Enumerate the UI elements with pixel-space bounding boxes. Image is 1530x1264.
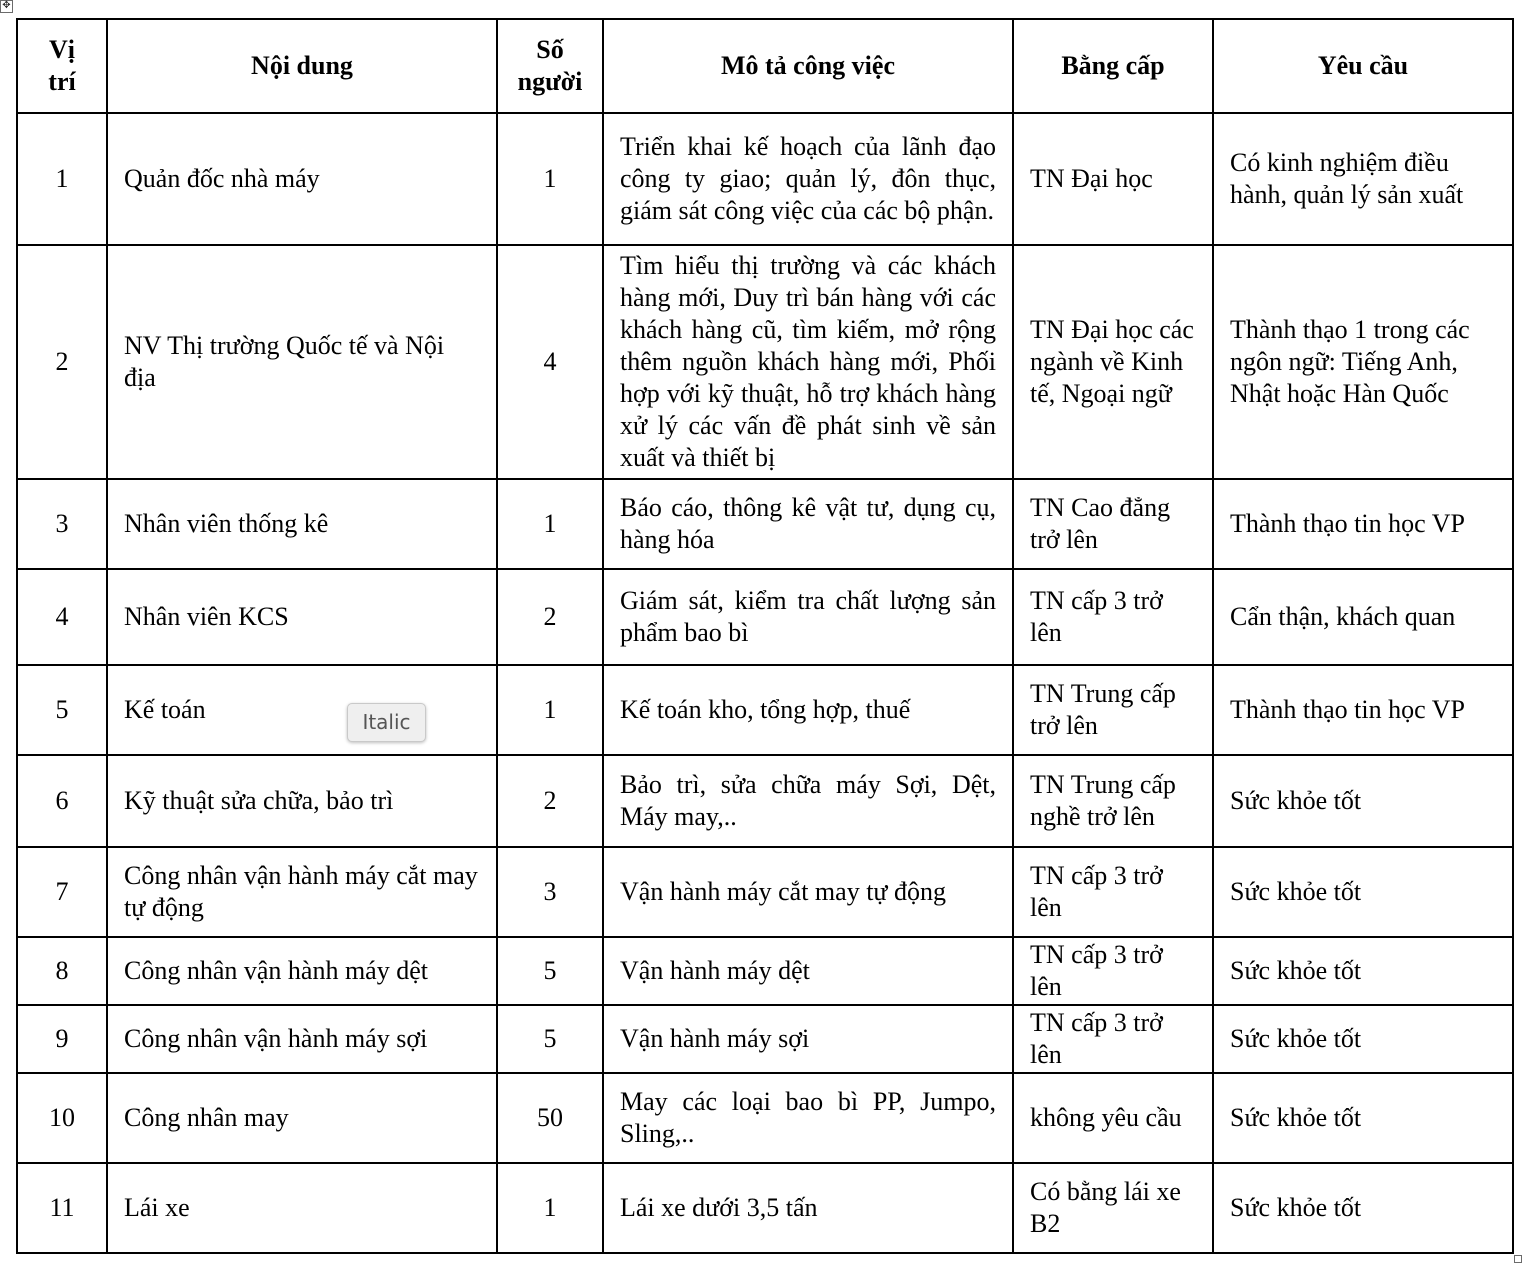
cell-so-nguoi[interactable]: 1 (497, 479, 603, 569)
cell-mo-ta[interactable]: Báo cáo, thông kê vật tư, dụng cụ, hàng hóa (603, 479, 1013, 569)
cell-noi-dung[interactable]: Kỹ thuật sửa chữa, bảo trì (107, 755, 497, 847)
table-row (17, 847, 1513, 937)
table-row (17, 245, 1513, 479)
header-bang-cap[interactable]: Bằng cấp (1013, 19, 1213, 113)
cell-mo-ta[interactable]: Lái xe dưới 3,5 tấn (603, 1163, 1013, 1253)
cell-mo-ta[interactable]: May các loại bao bì PP, Jumpo, Sling,.. (603, 1073, 1013, 1163)
cell-so-nguoi[interactable]: 2 (497, 569, 603, 665)
cell-vi-tri[interactable]: 2 (17, 245, 107, 479)
cell-bang-cap[interactable]: Có bằng lái xe B2 (1013, 1163, 1213, 1253)
cell-so-nguoi[interactable]: 1 (497, 113, 603, 245)
cell-mo-ta[interactable]: Tìm hiểu thị trường và các khách hàng mới, Duy trì bán hàng với các khách hàng cũ, tìm kiếm, mở rộng thêm nguồn khách hàng mới, Phối hợp với kỹ thuật, hỗ trợ khách hàng xử lý các vấn đề phát sinh về sản xuất và thiết bị (603, 245, 1013, 479)
cell-yeu-cau[interactable]: Có kinh nghiệm điều hành, quản lý sản xuất (1213, 113, 1513, 245)
cell-so-nguoi[interactable]: 1 (497, 1163, 603, 1253)
cell-yeu-cau[interactable]: Sức khỏe tốt (1213, 1005, 1513, 1073)
cell-vi-tri[interactable]: 9 (17, 1005, 107, 1073)
cell-vi-tri[interactable]: 3 (17, 479, 107, 569)
header-so-nguoi[interactable]: Số người (497, 19, 603, 113)
cell-bang-cap[interactable]: TN cấp 3 trở lên (1013, 569, 1213, 665)
table-row (17, 755, 1513, 847)
cell-noi-dung[interactable]: Công nhân vận hành máy cắt may tự động (107, 847, 497, 937)
cell-bang-cap[interactable]: TN Trung cấp trở lên (1013, 665, 1213, 755)
cell-mo-ta[interactable]: Vận hành máy dệt (603, 937, 1013, 1005)
cell-vi-tri[interactable]: 1 (17, 113, 107, 245)
table-row (17, 665, 1513, 755)
cell-bang-cap[interactable]: không yêu cầu (1013, 1073, 1213, 1163)
table-row (17, 1005, 1513, 1073)
cell-yeu-cau[interactable]: Sức khỏe tốt (1213, 755, 1513, 847)
cell-mo-ta[interactable]: Giám sát, kiểm tra chất lượng sản phẩm bao bì (603, 569, 1013, 665)
table-row (17, 1163, 1513, 1253)
cell-noi-dung[interactable]: Nhân viên KCS (107, 569, 497, 665)
cell-noi-dung[interactable]: Quản đốc nhà máy (107, 113, 497, 245)
cell-yeu-cau[interactable]: Thành thạo tin học VP (1213, 665, 1513, 755)
table-row (17, 937, 1513, 1005)
table-row (17, 479, 1513, 569)
cell-noi-dung[interactable]: Nhân viên thống kê (107, 479, 497, 569)
cell-so-nguoi[interactable]: 5 (497, 937, 603, 1005)
cell-noi-dung[interactable]: Lái xe (107, 1163, 497, 1253)
cell-yeu-cau[interactable]: Sức khỏe tốt (1213, 847, 1513, 937)
cell-yeu-cau[interactable]: Cẩn thận, khách quan (1213, 569, 1513, 665)
table-row (17, 1073, 1513, 1163)
table-move-handle-icon[interactable]: ✥ (0, 0, 13, 13)
cell-noi-dung[interactable]: Công nhân vận hành máy sợi (107, 1005, 497, 1073)
cell-bang-cap[interactable]: TN Đại học (1013, 113, 1213, 245)
cell-bang-cap[interactable]: TN Đại học các ngành về Kinh tế, Ngoại ngữ (1013, 245, 1213, 479)
cell-bang-cap[interactable]: TN Trung cấp nghề trở lên (1013, 755, 1213, 847)
cell-vi-tri[interactable]: 10 (17, 1073, 107, 1163)
cell-mo-ta[interactable]: Bảo trì, sửa chữa máy Sợi, Dệt, Máy may,.. (603, 755, 1013, 847)
cell-noi-dung[interactable]: Công nhân vận hành máy dệt (107, 937, 497, 1005)
cell-vi-tri[interactable]: 4 (17, 569, 107, 665)
cell-mo-ta[interactable]: Kế toán kho, tổng hợp, thuế (603, 665, 1013, 755)
cell-bang-cap[interactable]: TN cấp 3 trở lên (1013, 847, 1213, 937)
cell-mo-ta[interactable]: Vận hành máy sợi (603, 1005, 1013, 1073)
header-yeu-cau[interactable]: Yêu cầu (1213, 19, 1513, 113)
cell-so-nguoi[interactable]: 50 (497, 1073, 603, 1163)
cell-so-nguoi[interactable]: 2 (497, 755, 603, 847)
cell-noi-dung[interactable]: Công nhân may (107, 1073, 497, 1163)
cell-yeu-cau[interactable]: Sức khỏe tốt (1213, 937, 1513, 1005)
cell-vi-tri[interactable]: 5 (17, 665, 107, 755)
cell-so-nguoi[interactable]: 3 (497, 847, 603, 937)
table-row (17, 569, 1513, 665)
cell-noi-dung[interactable]: NV Thị trường Quốc tế và Nội địa (107, 245, 497, 479)
table-resize-handle-icon[interactable] (1514, 1255, 1522, 1263)
cell-yeu-cau[interactable]: Thành thạo 1 trong các ngôn ngữ: Tiếng Anh, Nhật hoặc Hàn Quốc (1213, 245, 1513, 479)
cell-mo-ta[interactable]: Triển khai kế hoạch của lãnh đạo công ty giao; quản lý, đôn thục, giám sát công việc của các bộ phận. (603, 113, 1013, 245)
header-noi-dung[interactable]: Nội dung (107, 19, 497, 113)
header-row (17, 19, 1513, 113)
cell-so-nguoi[interactable]: 4 (497, 245, 603, 479)
cell-yeu-cau[interactable]: Sức khỏe tốt (1213, 1073, 1513, 1163)
italic-tooltip: Italic (347, 703, 426, 742)
table-row (17, 113, 1513, 245)
cell-bang-cap[interactable]: TN Cao đẳng trở lên (1013, 479, 1213, 569)
cell-yeu-cau[interactable]: Sức khỏe tốt (1213, 1163, 1513, 1253)
cell-vi-tri[interactable]: 11 (17, 1163, 107, 1253)
cell-bang-cap[interactable]: TN cấp 3 trở lên (1013, 937, 1213, 1005)
cell-vi-tri[interactable]: 6 (17, 755, 107, 847)
header-mo-ta[interactable]: Mô tả công việc (603, 19, 1013, 113)
cell-vi-tri[interactable]: 8 (17, 937, 107, 1005)
cell-vi-tri[interactable]: 7 (17, 847, 107, 937)
cell-bang-cap[interactable]: TN cấp 3 trở lên (1013, 1005, 1213, 1073)
cell-so-nguoi[interactable]: 5 (497, 1005, 603, 1073)
cell-noi-dung[interactable]: Kế toán (107, 665, 497, 755)
cell-so-nguoi[interactable]: 1 (497, 665, 603, 755)
header-vi-tri[interactable]: Vị trí (17, 19, 107, 113)
cell-yeu-cau[interactable]: Thành thạo tin học VP (1213, 479, 1513, 569)
cell-mo-ta[interactable]: Vận hành máy cắt may tự động (603, 847, 1013, 937)
recruitment-table (16, 18, 1514, 1254)
